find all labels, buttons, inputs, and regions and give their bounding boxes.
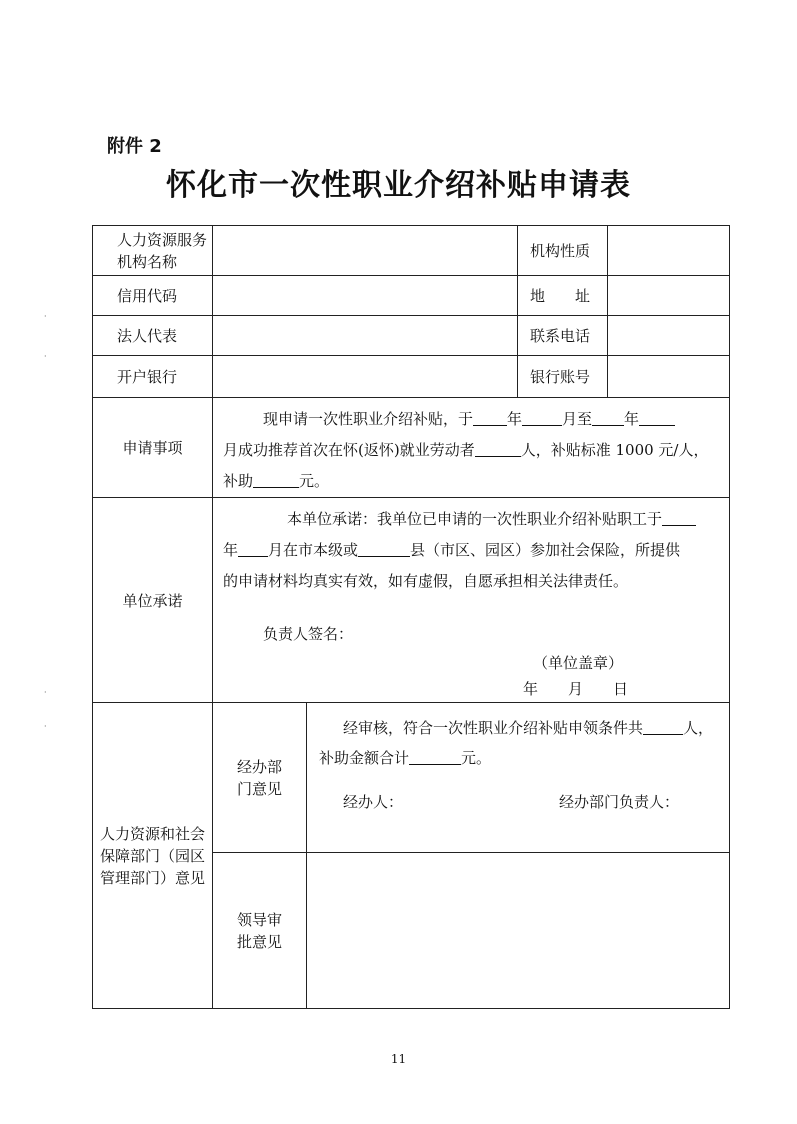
commitment-label: 单位承诺 [93, 498, 213, 703]
scan-mark: · [44, 352, 47, 361]
legal-rep-field[interactable] [213, 316, 518, 356]
hr-dept-label: 人力资源和社会保障部门（园区管理部门）意见 [93, 703, 213, 1009]
page-number: 11 [390, 1052, 407, 1066]
application-content: 现申请一次性职业介绍补贴，于 年 月至 年 月成功推荐首次在怀(返怀)就业劳动者 人，补贴标准 1000 元/人， 补助 元。 [213, 398, 730, 498]
scan-mark: · [44, 722, 47, 731]
leader-approval-label: 领导审批意见 [213, 853, 307, 1009]
phone-field[interactable] [608, 316, 730, 356]
end-year-blank[interactable] [592, 407, 624, 426]
dept-head-label: 经办部门负责人： [558, 793, 679, 811]
attachment-label: 附件 2 [107, 136, 162, 157]
org-nature-field[interactable] [608, 226, 730, 276]
commit-year-blank[interactable] [662, 507, 696, 526]
signature-label: 负责人签名： [263, 625, 354, 643]
total-amount-blank[interactable] [409, 746, 461, 765]
page-title: 怀化市一次性职业介绍补贴申请表 [166, 168, 631, 203]
application-label: 申请事项 [93, 398, 213, 498]
end-month-blank[interactable] [639, 407, 675, 426]
org-nature-label: 机构性质 [518, 226, 608, 276]
bank-field[interactable] [213, 356, 518, 398]
leader-approval-field[interactable] [307, 853, 730, 1009]
handler-label: 经办人： [343, 793, 404, 811]
county-blank[interactable] [358, 538, 410, 557]
start-year-blank[interactable] [473, 407, 507, 426]
account-label: 银行账号 [518, 356, 608, 398]
subsidy-amount-blank[interactable] [253, 469, 299, 488]
worker-count-blank[interactable] [475, 438, 521, 457]
commitment-content: 本单位承诺：我单位已申请的一次性职业介绍补贴职工于 年 月在市本级或 县（市区、园区）参加社会保险，所提供 的申请材料均真实有效，如有虚假，自愿承担相关法律责任。 负责人签名： （单位盖章） 年 月 日 [213, 498, 730, 703]
commit-month-blank[interactable] [238, 538, 268, 557]
seal-label: （单位盖章） [533, 654, 624, 672]
application-form [92, 225, 730, 1009]
credit-code-label: 信用代码 [93, 276, 213, 316]
eligible-count-blank[interactable] [643, 716, 683, 735]
address-field[interactable] [608, 276, 730, 316]
legal-rep-label: 法人代表 [93, 316, 213, 356]
handling-dept-opinion: 经审核，符合一次性职业介绍补贴申领条件共 人， 补助金额合计 元。 经办人： 经办部门负责人： [307, 703, 730, 853]
scan-mark: · [44, 312, 47, 321]
scan-mark: · [44, 688, 47, 697]
credit-code-field[interactable] [213, 276, 518, 316]
address-label: 地 址 [518, 276, 608, 316]
phone-label: 联系电话 [518, 316, 608, 356]
start-month-blank[interactable] [522, 407, 562, 426]
account-field[interactable] [608, 356, 730, 398]
org-name-field[interactable] [213, 226, 518, 276]
bank-label: 开户银行 [93, 356, 213, 398]
org-name-label: 人力资源服务机构名称 [93, 226, 213, 276]
handling-dept-label: 经办部门意见 [213, 703, 307, 853]
date-label: 年 月 日 [523, 680, 629, 698]
